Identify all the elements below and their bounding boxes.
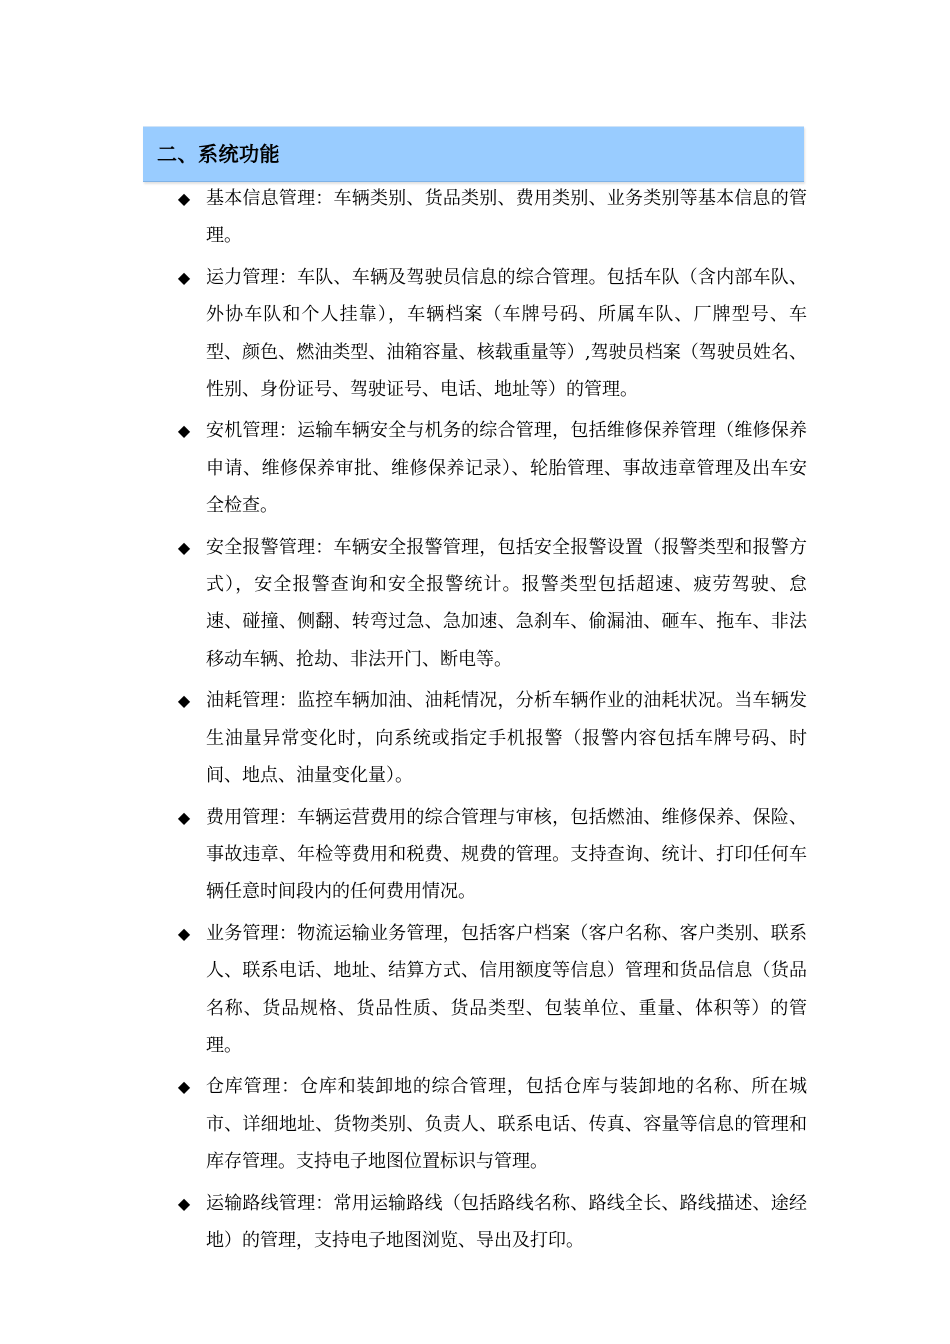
- list-item-text: 运输路线管理：常用运输路线（包括路线名称、路线全长、路线描述、途经地）的管理，支持电子地图浏览、导出及打印。: [206, 1192, 807, 1251]
- list-item: [0, 180, 950, 255]
- section-header: [143, 126, 804, 182]
- list-item: [0, 529, 950, 679]
- black-diamond-icon: ◆: [177, 691, 191, 711]
- list-item-text: 仓库管理：仓库和装卸地的综合管理，包括仓库与装卸地的名称、所在城市、详细地址、货物类别、负责人、联系电话、传真、容量等信息的管理和库存管理。支持电子地图位置标识与管理。: [206, 1076, 807, 1173]
- list-item-text: 基本信息管理：车辆类别、货品类别、费用类别、业务类别等基本信息的管理。: [206, 188, 807, 247]
- list-item: [0, 1185, 950, 1260]
- list-item-text: 油耗管理：监控车辆加油、油耗情况，分析车辆作业的油耗状况。当车辆发生油量异常变化时，向系统或指定手机报警（报警内容包括车牌号码、时间、地点、油量变化量）。: [206, 690, 807, 787]
- section-title: 二、系统功能: [157, 142, 280, 166]
- black-diamond-icon: ◆: [177, 807, 191, 827]
- black-diamond-icon: ◆: [177, 421, 191, 441]
- black-diamond-icon: ◆: [177, 189, 191, 208]
- feature-list: [0, 180, 950, 1263]
- list-item-text: 安机管理：运输车辆安全与机务的综合管理，包括维修保养管理（维修保养申请、维修保养审批、维修保养记录）、轮胎管理、事故违章管理及出车安全检查。: [206, 420, 807, 517]
- black-diamond-icon: ◆: [177, 1193, 191, 1213]
- list-item: [0, 1068, 950, 1180]
- list-item: [0, 412, 950, 524]
- list-item: [0, 799, 950, 911]
- black-diamond-icon: ◆: [177, 267, 191, 287]
- list-item-text: 费用管理：车辆运营费用的综合管理与审核，包括燃油、维修保养、保险、事故违章、年检等费用和税费、规费的管理。支持查询、统计、打印任何车辆任意时间段内的任何费用情况。: [206, 806, 807, 903]
- list-item-text: 运力管理：车队、车辆及驾驶员信息的综合管理。包括车队（含内部车队、外协车队和个人挂靠），车辆档案（车牌号码、所属车队、厂牌型号、车型、颜色、燃油类型、油箱容量、核载重量等）,驾驶员档案（驾驶员姓名、性别、身份证号、驾驶证号、电话、地址等）的管理。: [206, 266, 807, 401]
- list-item: [0, 915, 950, 1065]
- black-diamond-icon: ◆: [177, 1077, 191, 1097]
- list-item-text: 安全报警管理：车辆安全报警管理，包括安全报警设置（报警类型和报警方式），安全报警查询和安全报警统计。报警类型包括超速、疲劳驾驶、怠速、碰撞、侧翻、转弯过急、急加速、急刹车、偷漏油、砸车、拖车、非法移动车辆、抢劫、非法开门、断电等。: [206, 536, 807, 670]
- black-diamond-icon: ◆: [177, 923, 191, 943]
- black-diamond-icon: ◆: [177, 537, 191, 557]
- list-item-text: 业务管理：物流运输业务管理，包括客户档案（客户名称、客户类别、联系人、联系电话、地址、结算方式、信用额度等信息）管理和货品信息（货品 名称、货品规格、货品性质、货品类型、包装单位、重量、体积等）的管理。: [206, 922, 825, 1056]
- list-item: [0, 259, 950, 409]
- list-item: [0, 682, 950, 794]
